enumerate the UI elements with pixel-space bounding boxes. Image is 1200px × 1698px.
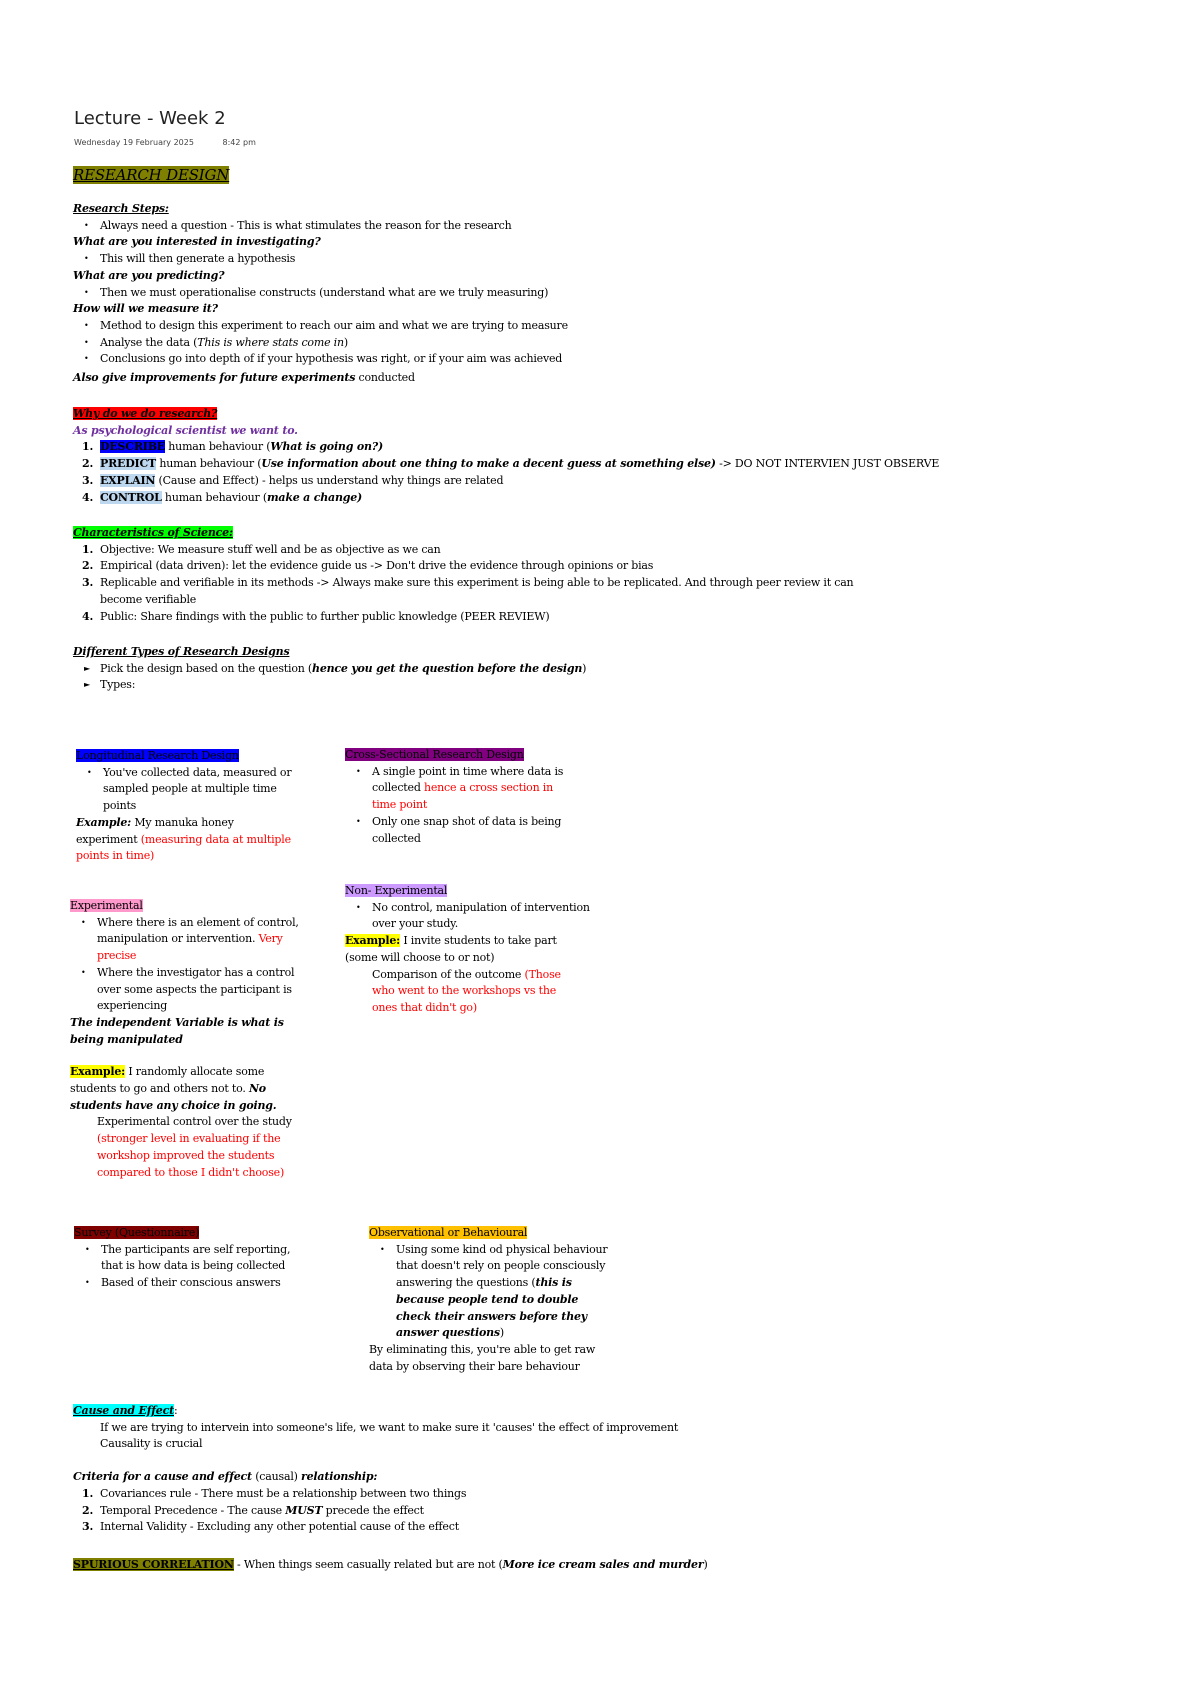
spurious-correlation: SPURIOUS CORRELATION - When things seem casually related but are not (More ice cream sales and murder)	[73, 1558, 708, 1571]
improvements-line: Also give improvements for future experiments conducted	[73, 371, 415, 385]
nonexp-example: Example: I invite students to take part (some will choose to or not)	[345, 934, 557, 964]
list-item: • You've collected data, measured or sampled people at multiple time points	[76, 765, 296, 815]
list-item: • Where the investigator has a control over some aspects the participant is experiencing	[70, 965, 300, 1015]
observational-box	[369, 1225, 609, 1375]
experimental-box	[70, 898, 300, 1181]
section-heading	[73, 165, 229, 185]
list-item: 2. Temporal Precedence - The cause MUST precede the effect	[82, 1503, 424, 1517]
cause-line: If we are trying to intervein into someone's life, we want to make sure it 'causes' the effect of improvement	[100, 1420, 679, 1434]
list-item: 1. DESCRIBE human behaviour (What is going on?)	[82, 440, 384, 454]
question-line: What are you interested in investigating?	[73, 235, 321, 249]
list-item: • Based of their conscious answers	[74, 1275, 314, 1292]
science-title: Characteristics of Science:	[73, 526, 233, 539]
list-item: 4. Public: Share findings with the public to further public knowledge (PEER REVIEW)	[82, 609, 550, 623]
types-title: Different Types of Research Designs	[73, 645, 290, 658]
experimental-control: Experimental control over the study (stronger level in evaluating if the workshop improved the students compared to those I didn't choose)	[97, 1115, 292, 1179]
list-item: 4. CONTROL human behaviour (make a change)	[82, 490, 363, 504]
research-design-heading: RESEARCH DESIGN	[73, 166, 230, 184]
list-item: • This will then generate a hypothesis	[73, 251, 1133, 268]
list-item: 3. EXPLAIN (Cause and Effect) - helps us understand why things are related	[82, 473, 504, 487]
list-item: • The participants are self reporting, that is how data is being collected	[74, 1242, 314, 1275]
spurious-label: SPURIOUS CORRELATION	[73, 1558, 234, 1571]
question-line: How will we measure it?	[73, 302, 218, 316]
page-time: 8:42 pm	[222, 138, 256, 147]
observational-title: Observational or Behavioural	[369, 1226, 528, 1239]
list-item: • Always need a question - This is what stimulates the reason for the research	[73, 218, 1133, 235]
list-item: 1. Covariances rule - There must be a relationship between two things	[82, 1486, 467, 1500]
list-item: • No control, manipulation of intervention over your study.	[345, 900, 590, 933]
longitudinal-title: Longitudinal Research Design	[76, 749, 239, 762]
cause-title: Cause and Effect	[73, 1404, 174, 1417]
observational-note: By eliminating this, you're able to get raw data by observing their bare behaviour	[369, 1342, 596, 1373]
page-meta	[74, 138, 282, 147]
question-line: What are you predicting?	[73, 268, 225, 282]
cross-sectional-box	[345, 747, 575, 847]
list-item: • Only one snap shot of data is being collected	[345, 814, 575, 847]
list-item: • Analyse the data (This is where stats come in)	[73, 335, 1133, 352]
cause-effect: Cause and Effect: If we are trying to intervein into someone's life, we want to make sure it 'causes' the effect of improvement Causality is crucial Criteria for a cause and effect (causal) relationship: 1. Covariances rule - There must be a relationship between two things 2. Temporal Precedence - The cause MUST precede the effect 3. Internal Validity - Excluding any other potential cause of the effect	[73, 1403, 1133, 1536]
list-item: • Conclusions go into depth of if your hypothesis was right, or if your aim was achieved	[73, 351, 1133, 368]
list-item: 2. Empirical (data driven): let the evidence guide us -> Don't drive the evidence through opinions or bias	[82, 559, 654, 573]
longitudinal-box	[76, 748, 296, 865]
survey-title: Survey (Questionnaire)	[74, 1226, 200, 1239]
list-item: • Using some kind od physical behaviour that doesn't rely on people consciously answering the questions (this is because people tend to double check their answers before they answer questions)	[369, 1242, 609, 1342]
page-title: Lecture - Week 2	[74, 108, 226, 129]
why-subtitle: As psychological scientist we want to.	[73, 423, 298, 437]
nonexp-comparison: Comparison of the outcome (Those who went to the workshops vs the ones that didn't go)	[372, 967, 561, 1014]
steps-title: Research Steps:	[73, 202, 169, 215]
list-item: • A single point in time where data is collected hence a cross section in time point	[345, 764, 575, 814]
research-steps	[73, 201, 1133, 387]
why-title: Why do we do research?	[73, 407, 218, 420]
science-characteristics	[73, 525, 873, 625]
iv-note: The independent Variable is what is being manipulated	[70, 1015, 284, 1046]
list-item: 3. Internal Validity - Excluding any other potential cause of the effect	[82, 1520, 459, 1534]
list-item: ► Pick the design based on the question (hence you get the question before the design)	[73, 661, 1073, 678]
experimental-title: Experimental	[70, 899, 143, 912]
page-date: Wednesday 19 February 2025	[74, 138, 194, 147]
cross-title: Cross-Sectional Research Design	[345, 748, 524, 761]
cause-line: Causality is crucial	[100, 1437, 203, 1451]
list-item: • Then we must operationalise constructs (understand what are we truly measuring)	[73, 285, 1133, 302]
list-item: • Where there is an element of control, manipulation or intervention. Very precise	[70, 915, 300, 965]
research-types	[73, 644, 1073, 694]
list-item: ► Types:	[73, 677, 1073, 694]
nonexp-title: Non- Experimental	[345, 884, 448, 897]
experimental-example: Example: I randomly allocate some students to go and others not to. No students have any choice in going.	[70, 1065, 277, 1112]
why-research	[73, 406, 1133, 506]
non-experimental-box	[345, 883, 590, 1017]
list-item: 2. PREDICT human behaviour (Use information about one thing to make a decent guess at something else) -> DO NOT INTERVIEN JUST OBSERVE	[82, 457, 940, 471]
list-item: 3. Replicable and verifiable in its methods -> Always make sure this experiment is being able to be replicated. And through peer review it can become verifiable	[82, 576, 854, 606]
longitudinal-example: Example: My manuka honey experiment (measuring data at multiple points in time)	[76, 815, 291, 863]
list-item: 1. Objective: We measure stuff well and be as objective as we can	[82, 542, 441, 556]
survey-box	[74, 1225, 314, 1292]
criteria-title: Criteria for a cause and effect (causal) relationship:	[73, 1470, 378, 1484]
list-item: • Method to design this experiment to reach our aim and what we are trying to measure	[73, 318, 1133, 335]
